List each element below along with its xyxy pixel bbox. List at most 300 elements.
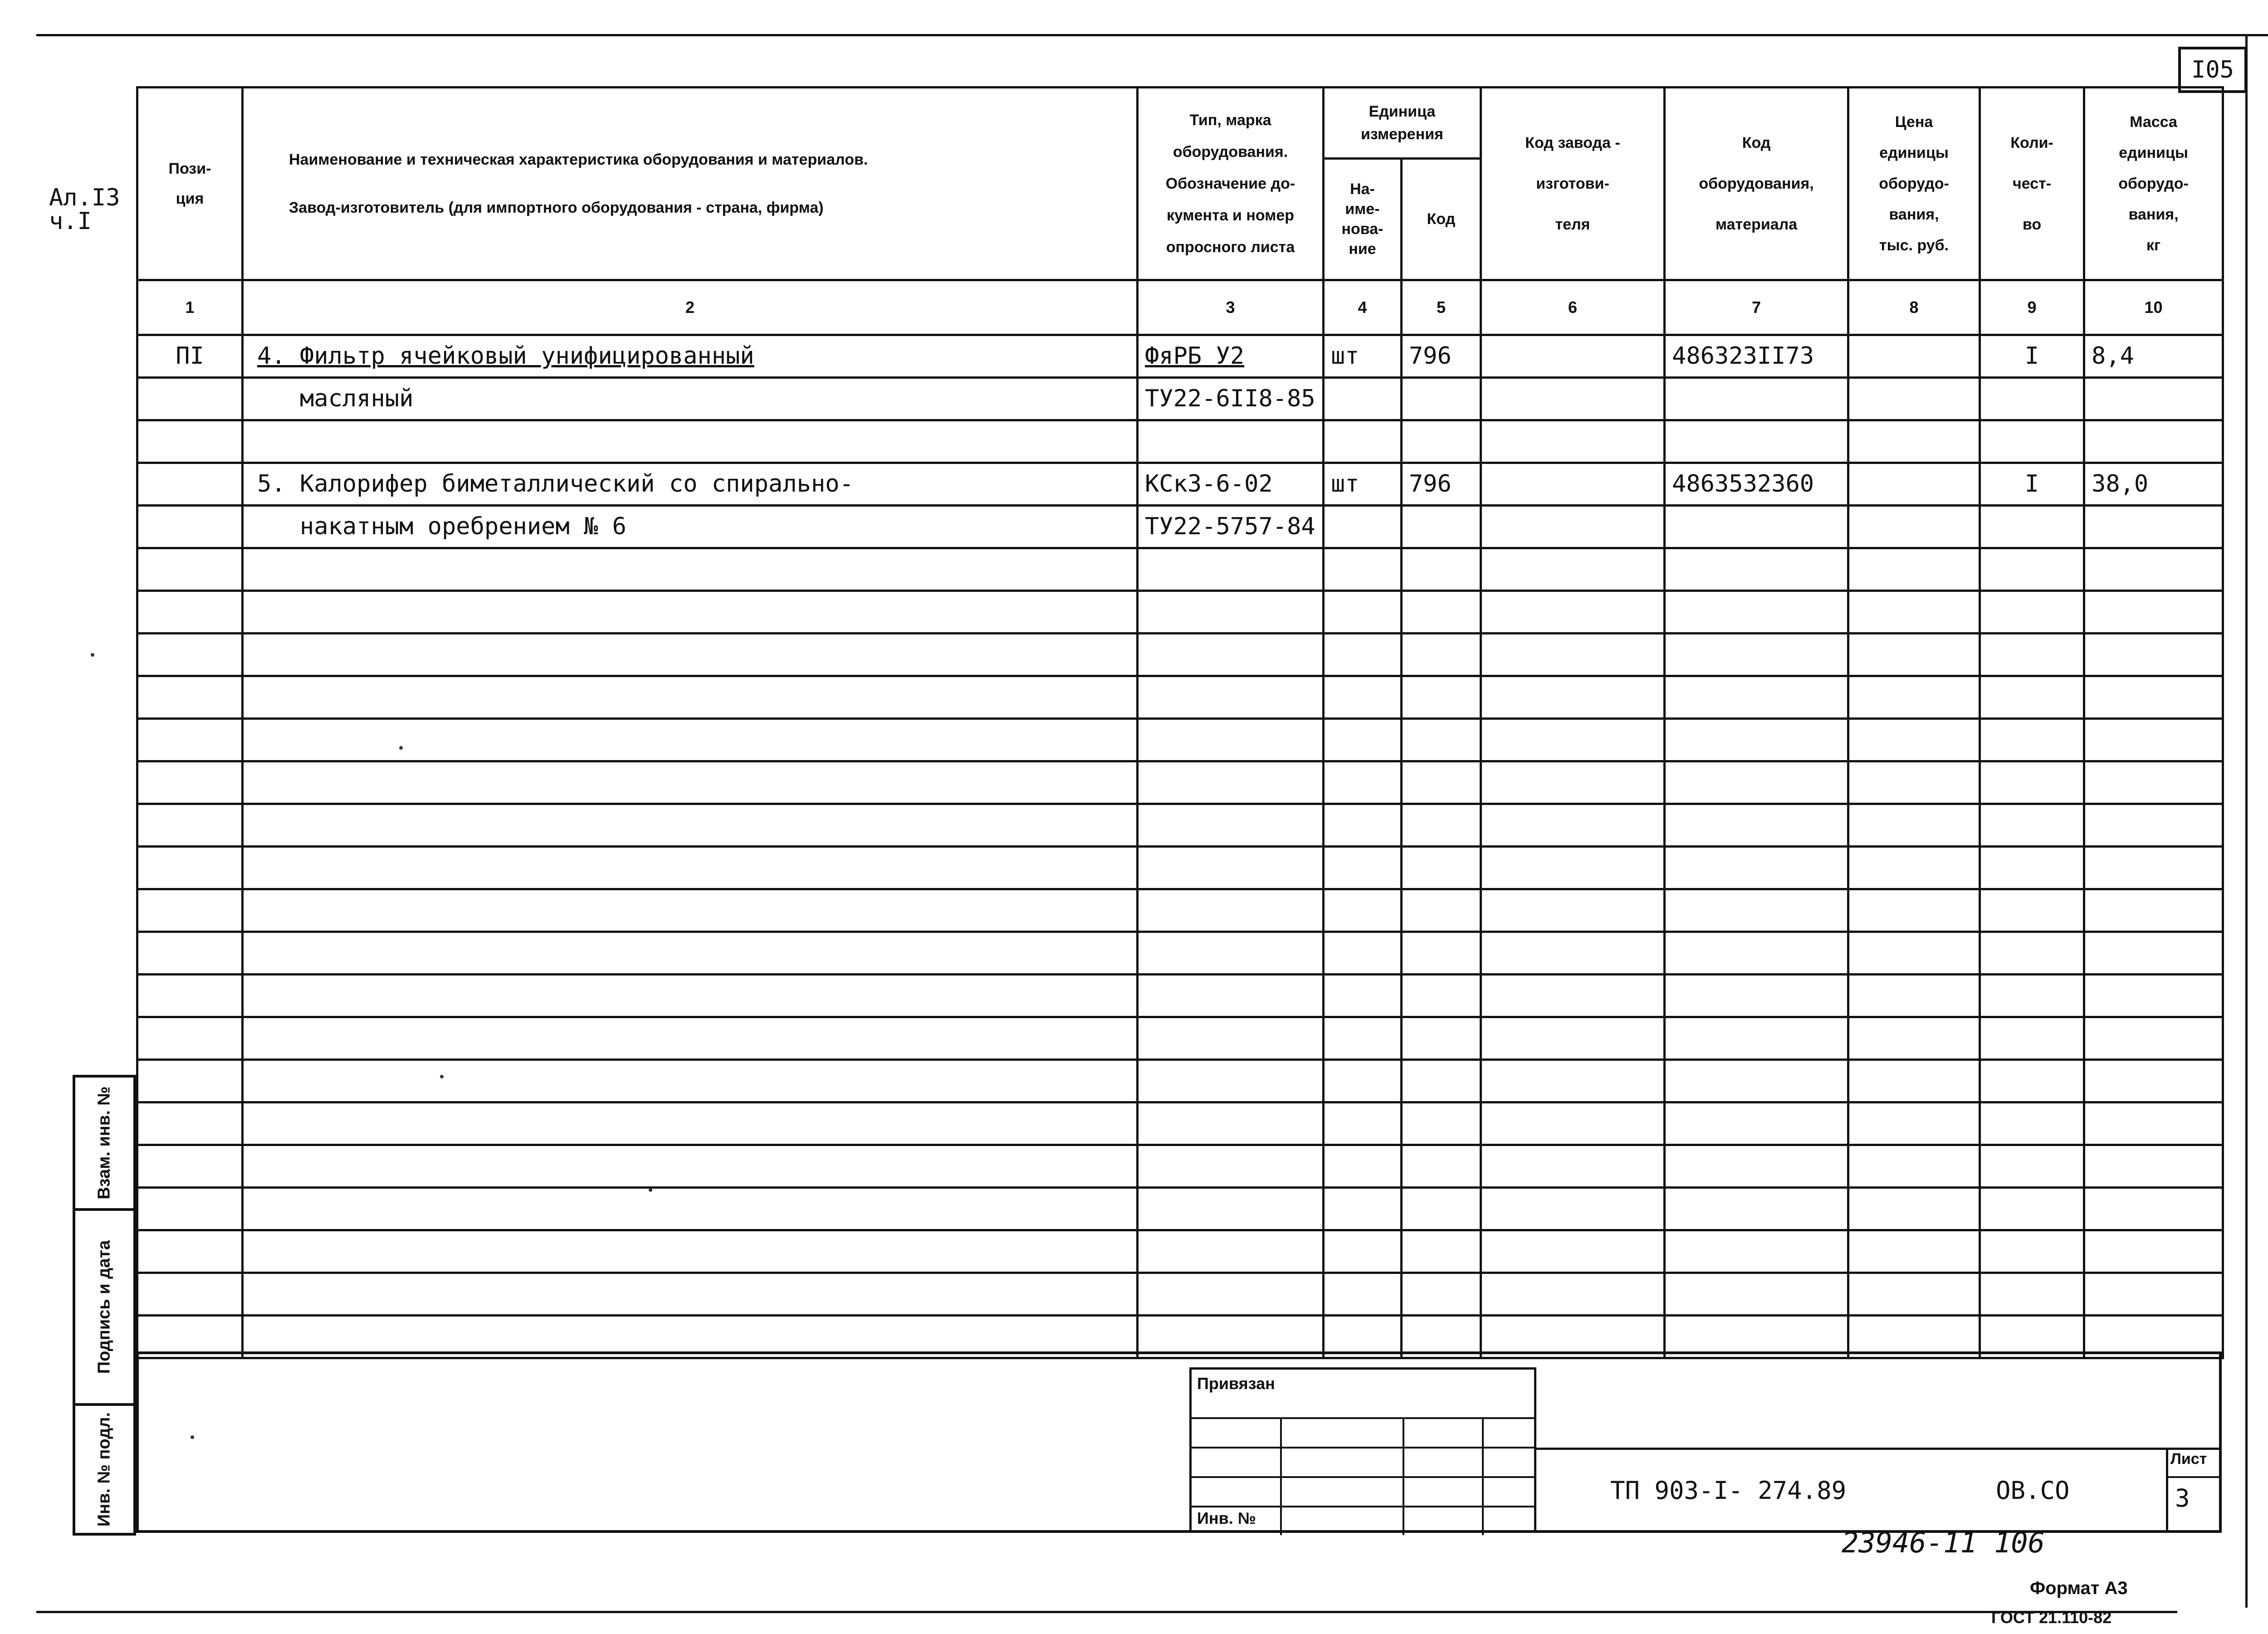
table-cell [1665,548,1848,591]
binding-label: Привязан [1197,1374,1275,1393]
table-cell [2084,506,2223,548]
specification-table [136,86,2224,1359]
table-cell [2084,719,2223,761]
table-cell [243,1188,1138,1230]
table-cell [1481,1060,1665,1102]
table-row [137,378,2223,420]
table-cell [243,1102,1138,1145]
table-cell [1980,1273,2084,1316]
header-type: Тип, марка оборудования. Обозначение до- кумента и номер опросного листа [1138,88,1324,280]
table-cell [1138,634,1324,676]
table-cell [1848,1060,1980,1102]
table-cell [1848,1188,1980,1230]
table-cell [1324,420,1402,463]
table-cell [1665,1188,1848,1230]
table-cell [1848,761,1980,804]
table-cell [1848,719,1980,761]
table-row [137,1273,2223,1316]
table-cell [137,1230,243,1273]
table-cell [1138,1230,1324,1273]
document-suffix: ОВ.СО [1996,1476,2070,1505]
table-cell [2084,591,2223,634]
table-cell [1980,975,2084,1017]
table-cell [1665,804,1848,847]
table-cell [1980,1017,2084,1060]
table-row [137,889,2223,932]
table-row [137,847,2223,889]
table-cell [243,548,1138,591]
table-cell [1980,548,2084,591]
table-cell [243,1060,1138,1102]
table-cell [1848,676,1980,719]
header-unit: Единица измерения [1324,88,1481,159]
table-cell [2084,378,2223,420]
table-row [137,1102,2223,1145]
table-cell: ТУ22-5757-84 [1138,506,1324,548]
table-cell [1402,1102,1481,1145]
header-plant-code: Код завода - изготови- теля [1481,88,1665,280]
table-cell [137,889,243,932]
table-cell [1402,1188,1481,1230]
table-cell: шт [1324,463,1402,506]
binding-rule [1192,1476,1536,1478]
table-cell [1980,889,2084,932]
table-cell: масляный [243,378,1138,420]
table-cell [1324,1188,1402,1230]
table-cell [243,889,1138,932]
table-row [137,1145,2223,1188]
table-cell [243,591,1138,634]
table-cell [1481,1273,1665,1316]
column-number: 8 [1848,280,1980,335]
table-cell [1324,1102,1402,1145]
sheet-number: 3 [2175,1484,2190,1512]
table-row [137,506,2223,548]
table-cell [1665,1102,1848,1145]
table-cell: накатным оребрением № 6 [243,506,1138,548]
table-cell [243,1145,1138,1188]
scan-speck [440,1075,444,1078]
scan-speck [91,653,94,657]
table-cell [1848,1017,1980,1060]
table-cell [243,1017,1138,1060]
binding-rule [1192,1447,1536,1449]
table-cell: 5. Калорифер биметаллический со спирально- [243,463,1138,506]
table-cell [2084,1060,2223,1102]
table-cell [1848,420,1980,463]
table-cell [1665,591,1848,634]
table-cell [137,847,243,889]
binding-divider [1403,1417,1404,1535]
table-cell [1848,378,1980,420]
scan-speck [399,746,403,750]
table-cell [1980,1145,2084,1188]
table-cell [1481,1102,1665,1145]
table-cell [1324,1017,1402,1060]
table-cell [2084,1188,2223,1230]
table-cell [1402,1145,1481,1188]
table-cell [1324,1273,1402,1316]
stamp-label: Взам. инв. № [94,1086,114,1200]
table-cell [1665,1273,1848,1316]
header-unit-name: На- име- нова- ние [1324,158,1402,280]
binding-rule [1192,1506,1536,1507]
table-cell [1481,1145,1665,1188]
table-cell [1665,1230,1848,1273]
document-code: ТП 903-I- 274.89 [1610,1476,1847,1505]
table-cell [1324,634,1402,676]
table-cell: 4863532360 [1665,463,1848,506]
header-name [243,88,1138,280]
table-cell [1481,847,1665,889]
table-cell [1402,1273,1481,1316]
table-cell [243,1230,1138,1273]
table-cell [1481,378,1665,420]
table-cell [1980,847,2084,889]
table-cell [1980,591,2084,634]
table-row [137,548,2223,591]
table-cell [1324,591,1402,634]
table-cell [137,548,243,591]
table-cell [1665,420,1848,463]
table-cell [2084,804,2223,847]
table-cell [1402,378,1481,420]
table-cell [2084,1230,2223,1273]
table-cell [1665,975,1848,1017]
column-number: 9 [1980,280,2084,335]
table-cell [137,1188,243,1230]
table-cell [1402,420,1481,463]
table-cell [1402,804,1481,847]
table-cell [1324,676,1402,719]
sheet-label: Лист [2170,1450,2207,1468]
table-cell [1980,932,2084,975]
header-mass: Масса единицы оборудо- вания, кг [2084,88,2223,280]
table-cell [137,761,243,804]
table-cell [1665,889,1848,932]
table-cell [243,676,1138,719]
table-cell [1481,889,1665,932]
table-cell [1980,761,2084,804]
table-row [137,463,2223,506]
table-cell [2084,1102,2223,1145]
table-cell [1138,761,1324,804]
table-cell [1324,1060,1402,1102]
table-cell [2084,676,2223,719]
table-cell [2084,420,2223,463]
table-cell [1324,975,1402,1017]
table-cell [1665,1060,1848,1102]
table-cell [1665,719,1848,761]
column-number-row [137,280,2223,335]
column-number: 2 [243,280,1138,335]
table-cell [1481,420,1665,463]
table-cell [1481,634,1665,676]
table-cell [1980,1230,2084,1273]
table-cell [1848,634,1980,676]
table-cell [137,1017,243,1060]
side-label [49,186,120,233]
table-cell [1138,804,1324,847]
table-cell [1324,506,1402,548]
table-cell [1980,719,2084,761]
table-cell [1848,591,1980,634]
table-cell [243,804,1138,847]
table-cell [1848,1230,1980,1273]
binding-divider [1280,1417,1282,1535]
table-cell [1481,591,1665,634]
table-cell [1402,1017,1481,1060]
table-cell [1324,378,1402,420]
table-cell [1848,463,1980,506]
table-cell [1848,1273,1980,1316]
header-equipment-code: Код оборудования, материала [1665,88,1848,280]
stamp-column-replacement [73,1075,136,1211]
table-cell [1324,847,1402,889]
table-row [137,1230,2223,1273]
table-cell [243,932,1138,975]
gost-label: ГОСТ 21.110-82 [1991,1608,2112,1627]
table-cell: 8,4 [2084,335,2223,378]
table-cell [1138,676,1324,719]
table-cell: ПI [137,335,243,378]
table-cell [2084,1273,2223,1316]
table-cell [137,506,243,548]
table-cell [137,975,243,1017]
table-row [137,634,2223,676]
format-label: Формат А3 [2030,1578,2128,1598]
table-cell [1980,634,2084,676]
handwritten-note: 23946-11 106 [1842,1526,2045,1559]
table-row [137,420,2223,463]
table-cell [1481,719,1665,761]
table-cell: шт [1324,335,1402,378]
table-cell [1980,1188,2084,1230]
table-cell [2084,847,2223,889]
table-cell [1481,975,1665,1017]
table-cell [243,420,1138,463]
table-cell [1848,889,1980,932]
side-label-line2: ч.I [49,208,92,235]
header-quantity: Коли- чест- во [1980,88,2084,280]
table-cell [1481,1230,1665,1273]
table-cell [1848,1102,1980,1145]
binding-stamp [1189,1367,1536,1533]
table-row [137,1017,2223,1060]
table-cell [137,591,243,634]
header-position: Пози- ция [137,88,243,280]
table-cell: ТУ22-6II8-85 [1138,378,1324,420]
table-cell [1138,847,1324,889]
table-cell [1481,548,1665,591]
table-cell [243,761,1138,804]
table-cell [1402,591,1481,634]
table-cell: 796 [1402,463,1481,506]
table-cell [137,804,243,847]
header-name-line1: Наименование и техническая характеристика оборудования и материалов. [289,151,868,168]
table-row [137,719,2223,761]
scan-speck [649,1188,652,1192]
table-cell [137,420,243,463]
table-cell [137,634,243,676]
scan-speck [191,1435,194,1439]
table-cell [1402,719,1481,761]
table-cell [243,719,1138,761]
table-cell [2084,975,2223,1017]
table-cell [1402,932,1481,975]
table-cell [1324,804,1402,847]
stamp-column-signature [73,1208,136,1406]
table-cell [1402,847,1481,889]
table-row [137,676,2223,719]
table-cell [1481,335,1665,378]
table-cell [2084,932,2223,975]
table-cell [1665,506,1848,548]
table-cell: 796 [1402,335,1481,378]
table-cell [1481,463,1665,506]
table-cell [1138,1102,1324,1145]
table-cell [1848,804,1980,847]
table-cell [1138,932,1324,975]
table-cell [137,378,243,420]
table-cell [1481,1017,1665,1060]
table-cell [1324,719,1402,761]
table-cell [2084,1145,2223,1188]
table-cell [1665,1017,1848,1060]
table-cell [243,975,1138,1017]
table-cell [1848,975,1980,1017]
table-cell [137,719,243,761]
table-cell [1138,1273,1324,1316]
column-number: 6 [1481,280,1665,335]
table-cell [1848,932,1980,975]
table-cell [1402,634,1481,676]
inventory-label: Инв. № [1197,1509,1256,1527]
table-cell [137,1145,243,1188]
header-unit-code: Код [1402,158,1481,280]
table-cell [1324,932,1402,975]
column-number: 10 [2084,280,2223,335]
table-cell [1481,761,1665,804]
column-number: 1 [137,280,243,335]
table-cell [137,1102,243,1145]
table-cell [1138,719,1324,761]
table-row [137,932,2223,975]
table-cell [137,1273,243,1316]
table-cell [1848,847,1980,889]
table-cell [137,676,243,719]
stamp-label: Инв. № подл. [94,1412,114,1527]
table-cell [1138,1017,1324,1060]
table-row [137,591,2223,634]
table-cell [1402,761,1481,804]
table-cell [1481,804,1665,847]
table-cell [1665,676,1848,719]
table-cell [1481,1188,1665,1230]
table-cell [1980,1060,2084,1102]
table-cell [137,463,243,506]
table-cell [1324,1230,1402,1273]
table-cell [1324,889,1402,932]
table-cell [1980,506,2084,548]
table-cell [1402,506,1481,548]
table-cell [1481,506,1665,548]
table-cell [1138,1188,1324,1230]
table-cell [1848,506,1980,548]
table-cell [1481,676,1665,719]
table-cell [1980,420,2084,463]
table-row [137,335,2223,378]
table-cell: 4. Фильтр ячейковый унифицированный [243,335,1138,378]
table-row [137,975,2223,1017]
table-cell [1402,676,1481,719]
column-number: 4 [1324,280,1402,335]
table-cell [2084,889,2223,932]
table-cell [1665,761,1848,804]
table-cell [1402,1230,1481,1273]
table-cell: I [1980,335,2084,378]
table-cell [1848,335,1980,378]
table-row [137,804,2223,847]
side-label-line1: Ал.I3 [49,184,120,211]
table-cell [243,634,1138,676]
table-cell [1138,591,1324,634]
table-cell [2084,548,2223,591]
table-cell [1665,847,1848,889]
table-cell [1665,634,1848,676]
table-cell [1402,975,1481,1017]
table-cell: КСк3-6-02 [1138,463,1324,506]
table-cell: I [1980,463,2084,506]
table-cell [1848,548,1980,591]
header-name-line2: Завод-изготовитель (для импортного оборудования - страна, фирма) [289,199,824,216]
table-row [137,761,2223,804]
table-cell [1402,548,1481,591]
stamp-label: Подпись и дата [94,1240,114,1374]
table-cell: ФяРБ У2 [1138,335,1324,378]
table-cell [1980,804,2084,847]
table-cell [1402,889,1481,932]
table-cell [1324,761,1402,804]
table-cell [243,847,1138,889]
binding-rule [1192,1417,1536,1419]
table-cell [1138,548,1324,591]
table-cell [2084,1017,2223,1060]
table-cell [1138,1060,1324,1102]
table-cell [243,1273,1138,1316]
table-cell [1665,378,1848,420]
sheet-box-rule [2166,1476,2222,1478]
table-cell [137,932,243,975]
table-cell [1138,975,1324,1017]
column-number: 3 [1138,280,1324,335]
binding-divider [1482,1417,1484,1535]
table-cell: 38,0 [2084,463,2223,506]
column-number: 5 [1402,280,1481,335]
table-cell [1324,548,1402,591]
table-cell [1665,932,1848,975]
table-cell [1138,420,1324,463]
table-cell [1665,1145,1848,1188]
top-rule [36,34,2268,36]
table-cell [2084,634,2223,676]
table-cell: 486323II73 [1665,335,1848,378]
table-cell [1481,932,1665,975]
table-row [137,1060,2223,1102]
table-cell [1138,1145,1324,1188]
header-price: Цена единицы оборудо- вания, тыс. руб. [1848,88,1980,280]
table-cell [1324,1145,1402,1188]
